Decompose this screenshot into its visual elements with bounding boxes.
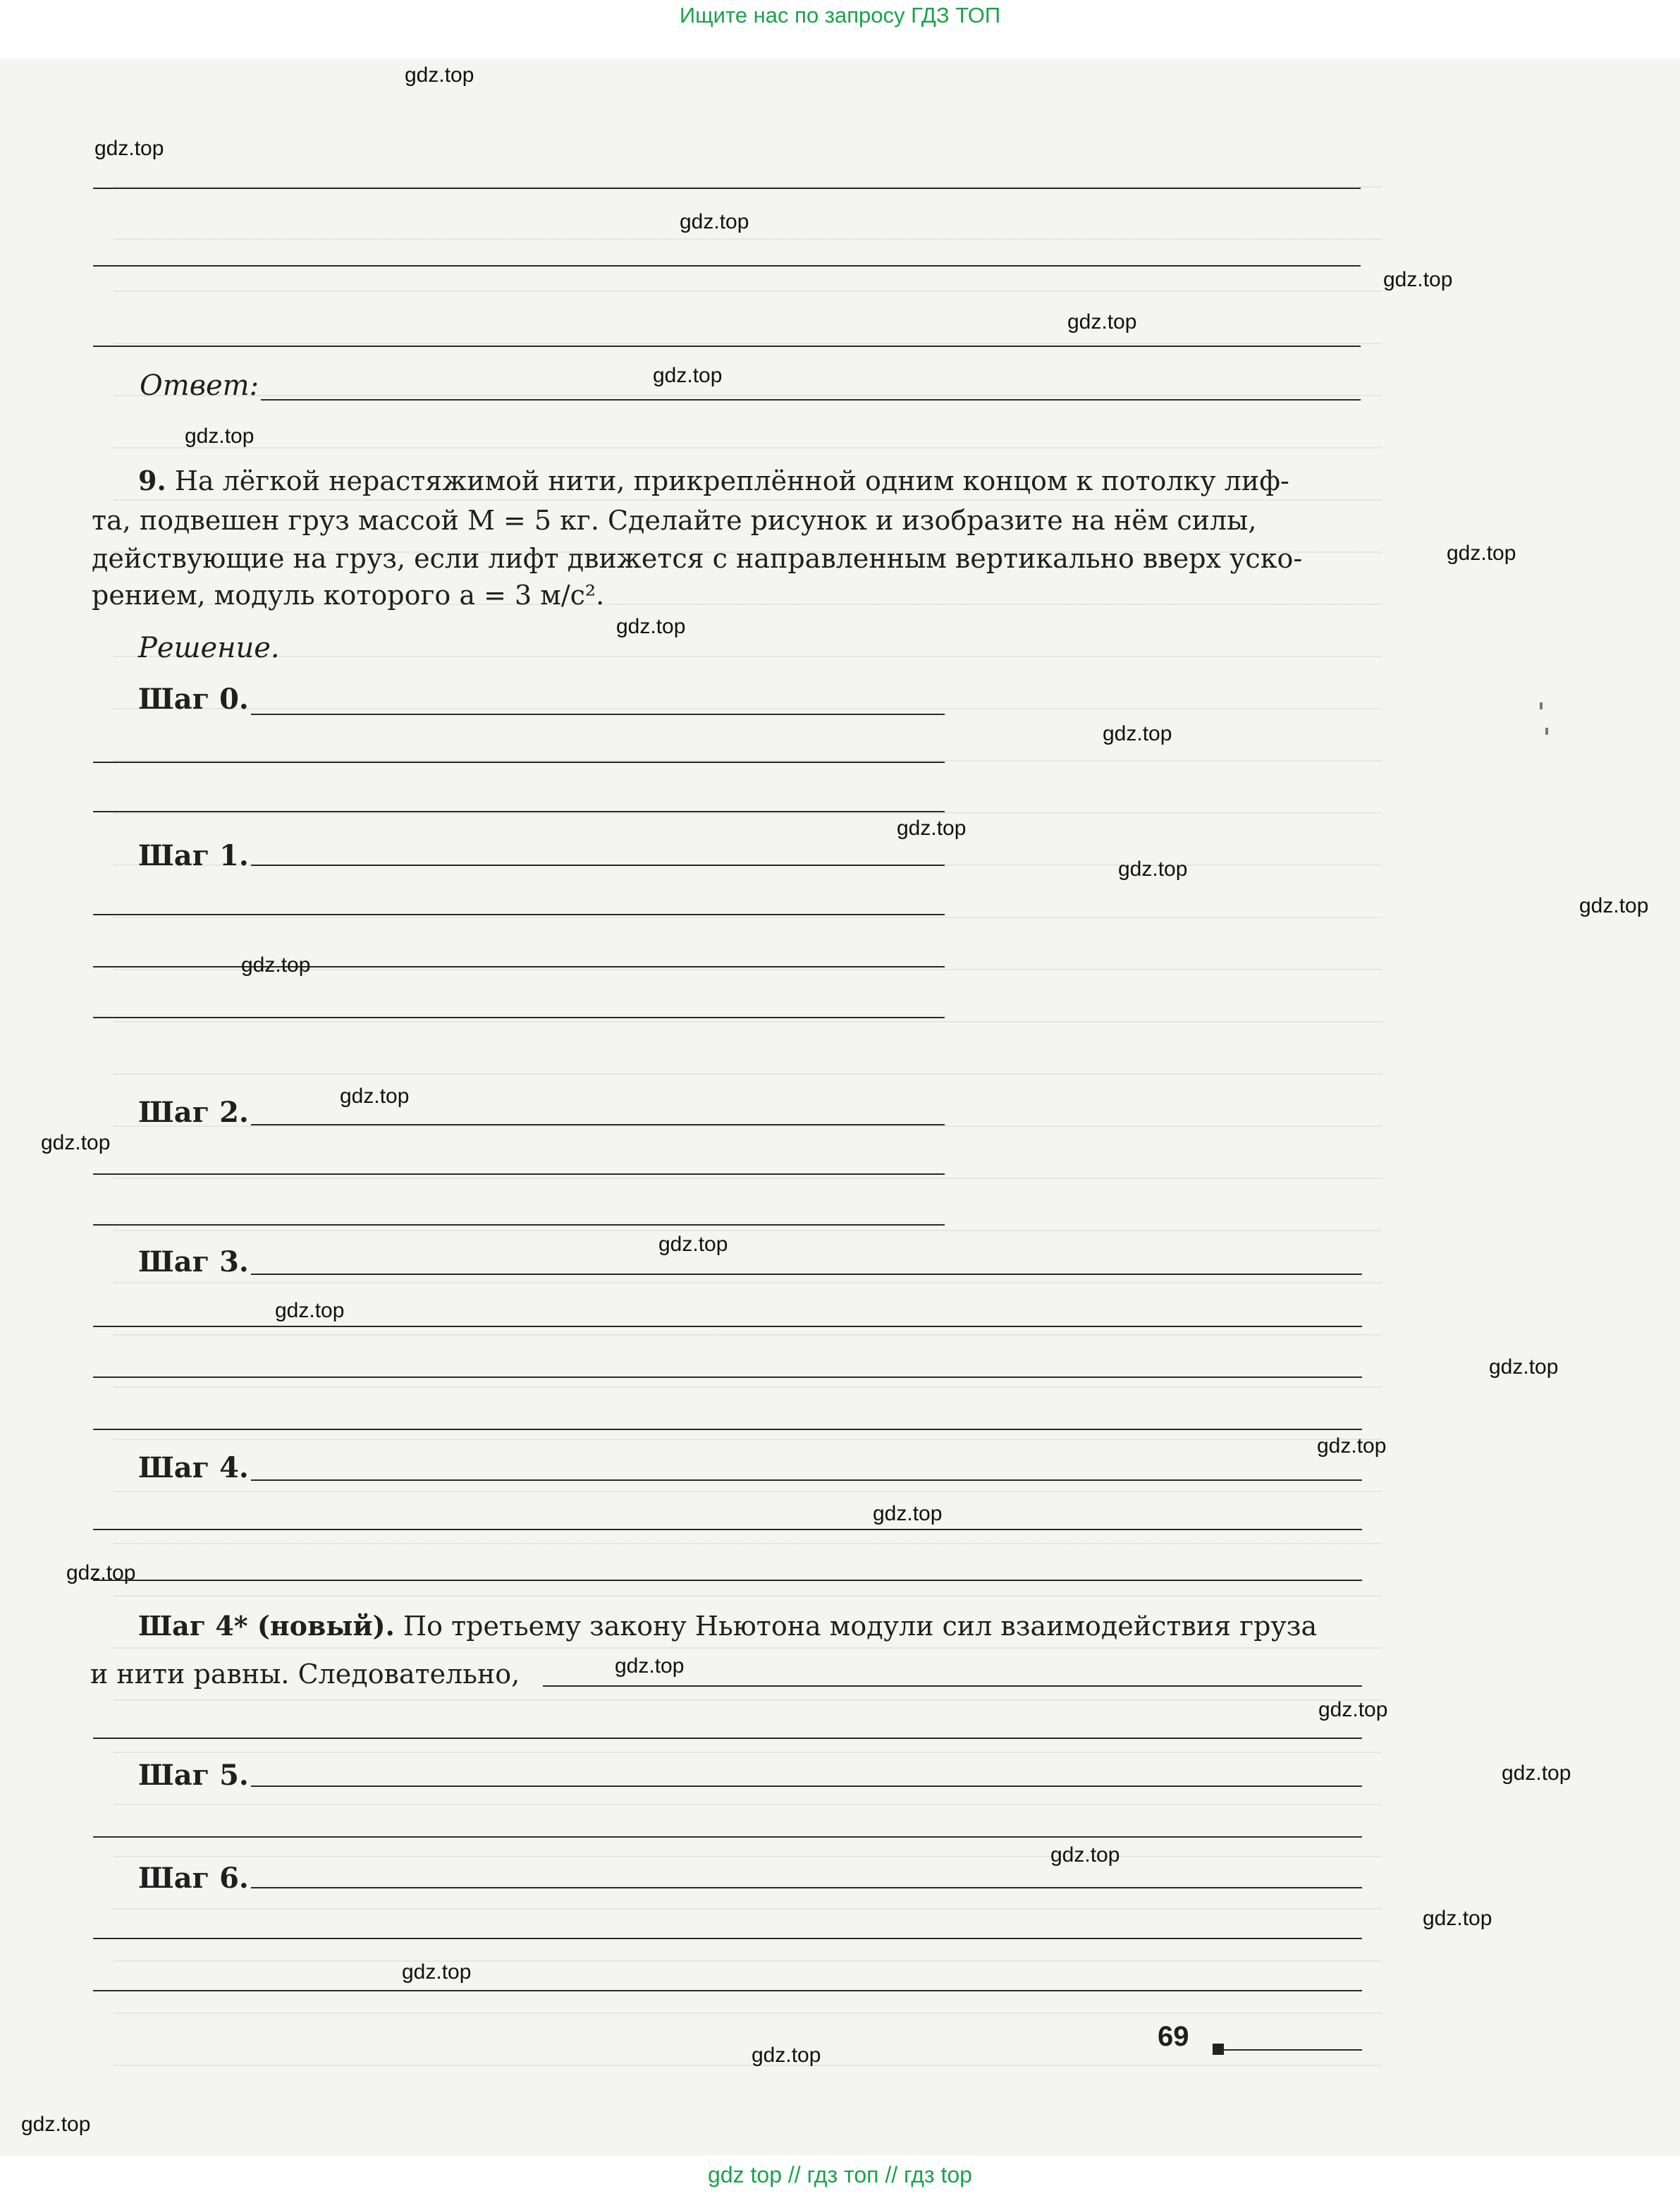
answer-line: [93, 1738, 1362, 1739]
search-banner: Ищите нас по запросу ГДЗ ТОП: [679, 3, 1001, 28]
answer-line: [93, 346, 1361, 347]
answer-line: [93, 1376, 1362, 1378]
answer-line: [543, 1685, 1362, 1687]
step-6-label: Шаг 6.: [138, 1862, 249, 1895]
answer-line: [251, 1124, 945, 1125]
page-number: 69: [1158, 2021, 1189, 2052]
watermark: gdz.top: [616, 615, 686, 638]
answer-line: [93, 1529, 1362, 1530]
watermark: gdz.top: [66, 1561, 136, 1585]
answer-line: [251, 865, 945, 866]
answer-line: [93, 762, 945, 763]
page-number-marker: [1213, 2044, 1224, 2055]
step-0-label: Шаг 0.: [138, 683, 249, 716]
watermark: gdz.top: [1103, 722, 1172, 745]
step-1-label: Шаг 1.: [138, 839, 249, 872]
step-4-label: Шаг 4.: [138, 1451, 249, 1484]
watermark: gdz.top: [653, 364, 723, 387]
watermark: gdz.top: [1423, 1907, 1492, 1930]
footer-banner: gdz top // гдз топ // гдз top: [708, 2162, 972, 2187]
problem-line-1: На лёгкой нерастяжимой нити, прикреплённой одним концом к потолку лиф-: [174, 465, 1289, 496]
watermark: gdz.top: [1447, 542, 1516, 565]
watermark: gdz.top: [873, 1502, 943, 1525]
answer-line: [251, 1785, 1362, 1787]
step-4-new-text-2: и нити равны. Следовательно,: [90, 1659, 520, 1690]
page-number-rule: [1224, 2049, 1362, 2051]
problem-number: 9.: [138, 465, 166, 496]
answer-line: [251, 1887, 1362, 1888]
watermark: gdz.top: [752, 2044, 821, 2067]
answer-line: [251, 1274, 1362, 1275]
problem-line-4: рением, модуль которого a = 3 м/с².: [92, 580, 605, 611]
step-4-new-text: По третьему закону Ньютона модули сил взаимодействия груза: [403, 1611, 1318, 1642]
answer-line: [93, 1836, 1362, 1838]
watermark: gdz.top: [658, 1233, 728, 1256]
answer-line: [261, 399, 1361, 401]
answer-line: [93, 966, 945, 967]
watermark: gdz.top: [1579, 894, 1649, 917]
step-5-label: Шаг 5.: [138, 1759, 249, 1792]
watermark: gdz.top: [275, 1299, 345, 1322]
watermark: gdz.top: [1383, 268, 1453, 291]
watermark: gdz.top: [402, 1960, 472, 1984]
watermark: gdz.top: [1067, 310, 1137, 334]
watermark: gdz.top: [241, 953, 311, 977]
problem-text: [138, 461, 1289, 501]
answer-line: [93, 1017, 945, 1018]
scan-speck: [1545, 728, 1548, 735]
watermark: gdz.top: [1118, 857, 1188, 881]
answer-line: [93, 1224, 945, 1226]
watermark: gdz.top: [1050, 1843, 1120, 1867]
watermark: gdz.top: [94, 137, 164, 160]
watermark: gdz.top: [615, 1654, 685, 1678]
answer-line: [93, 188, 1361, 189]
answer-label: Ответ:: [140, 370, 259, 402]
watermark: gdz.top: [340, 1085, 410, 1108]
solution-label: Решение.: [138, 632, 280, 664]
watermark: gdz.top: [1489, 1355, 1559, 1379]
step-3-label: Шаг 3.: [138, 1245, 249, 1278]
watermark: gdz.top: [1502, 1762, 1571, 1785]
answer-line: [93, 811, 945, 812]
watermark: gdz.top: [405, 63, 474, 87]
step-4-new-label: Шаг 4* (новый).: [138, 1610, 395, 1642]
step-2-label: Шаг 2.: [138, 1096, 249, 1129]
answer-line: [93, 1938, 1362, 1939]
problem-line-3: действующие на груз, если лифт движется с направленным вертикально вверх уско-: [92, 543, 1303, 574]
watermark: gdz.top: [1318, 1698, 1388, 1721]
problem-line-2: та, подвешен груз массой M = 5 кг. Сделайте рисунок и изобразите на нём силы,: [92, 505, 1257, 536]
answer-line: [93, 1990, 1362, 1991]
watermark: gdz.top: [897, 817, 967, 840]
step-4-new: [138, 1606, 1317, 1646]
watermark: gdz.top: [680, 210, 749, 233]
answer-line: [93, 1429, 1362, 1430]
answer-line: [93, 1326, 1362, 1327]
answer-line: [251, 714, 945, 715]
watermark: gdz.top: [41, 1131, 111, 1154]
scan-speck: [1540, 702, 1543, 709]
answer-line: [93, 914, 945, 915]
watermark: gdz.top: [21, 2113, 91, 2136]
watermark: gdz.top: [185, 425, 255, 448]
watermark: gdz.top: [1317, 1434, 1387, 1458]
answer-line: [93, 1580, 1362, 1581]
answer-line: [251, 1479, 1362, 1481]
answer-line: [93, 1173, 945, 1175]
answer-line: [93, 265, 1361, 267]
